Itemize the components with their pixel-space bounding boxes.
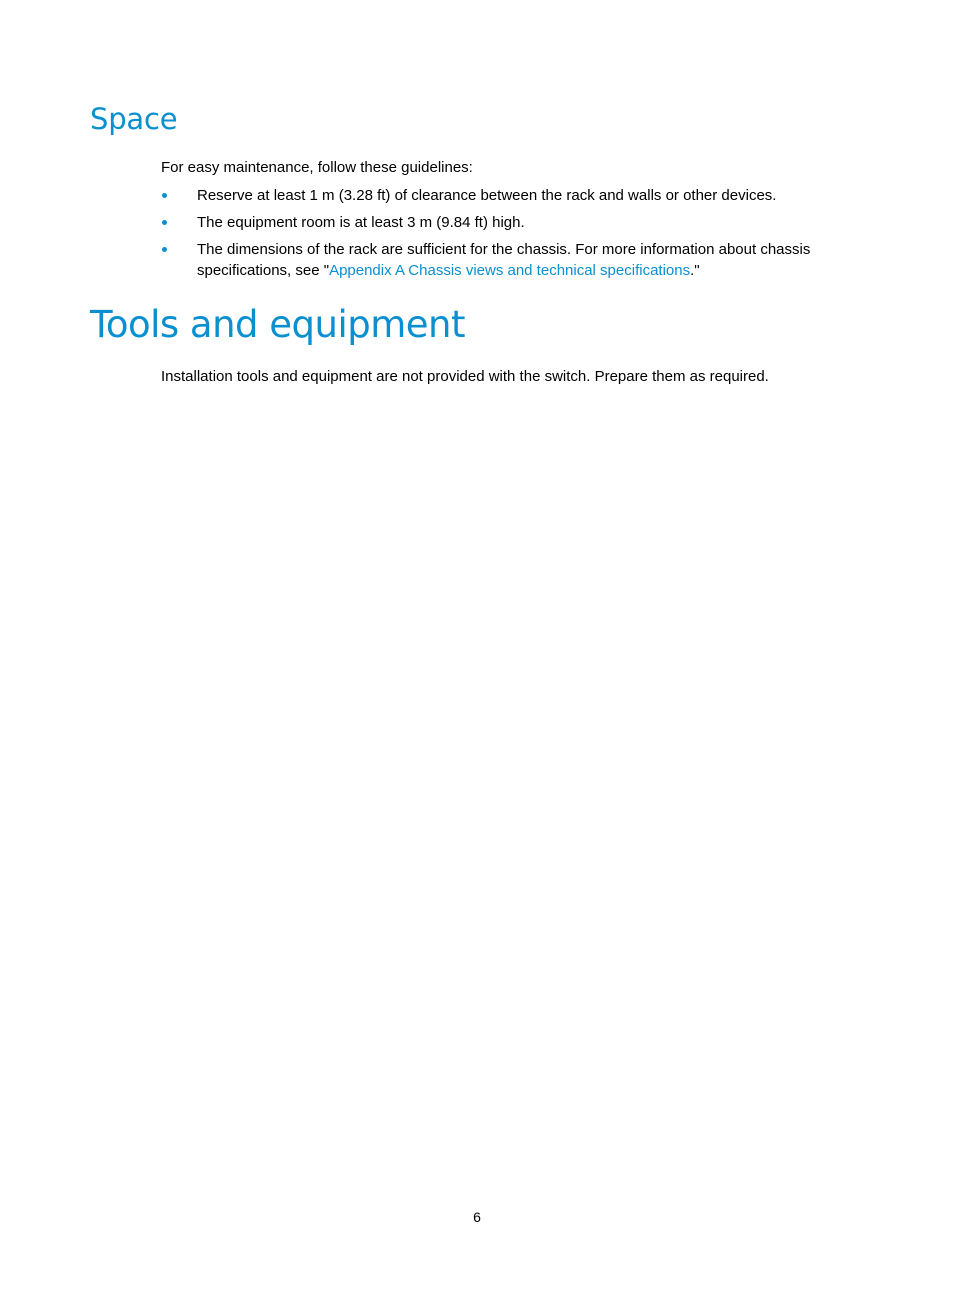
appendix-a-link[interactable]: Appendix A Chassis views and technical specifications — [329, 262, 691, 279]
space-intro-text: For easy maintenance, follow these guidelines: — [161, 159, 473, 176]
list-item — [161, 239, 861, 281]
section-heading-tools-and-equipment: Tools and equipment — [90, 303, 466, 346]
list-item — [161, 212, 861, 233]
section-heading-space: Space — [90, 102, 178, 136]
list-item-text: Reserve at least 1 m (3.28 ft) of clearance between the rack and walls or other devices. — [197, 187, 777, 204]
page-number: 6 — [473, 1209, 481, 1225]
bullet-icon — [162, 193, 167, 198]
tools-intro-text: Installation tools and equipment are not provided with the switch. Prepare them as required. — [161, 368, 769, 385]
bullet-icon — [162, 247, 167, 252]
space-guidelines-list — [161, 185, 861, 287]
list-item-text: The equipment room is at least 3 m (9.84 ft) high. — [197, 214, 525, 231]
bullet-icon — [162, 220, 167, 225]
list-item — [161, 185, 861, 206]
list-item-text-before-link: The dimensions of the rack are sufficient for the chassis. For more information about chassis specifications, see " — [197, 241, 811, 279]
list-item-text-after-link: ." — [690, 262, 700, 279]
